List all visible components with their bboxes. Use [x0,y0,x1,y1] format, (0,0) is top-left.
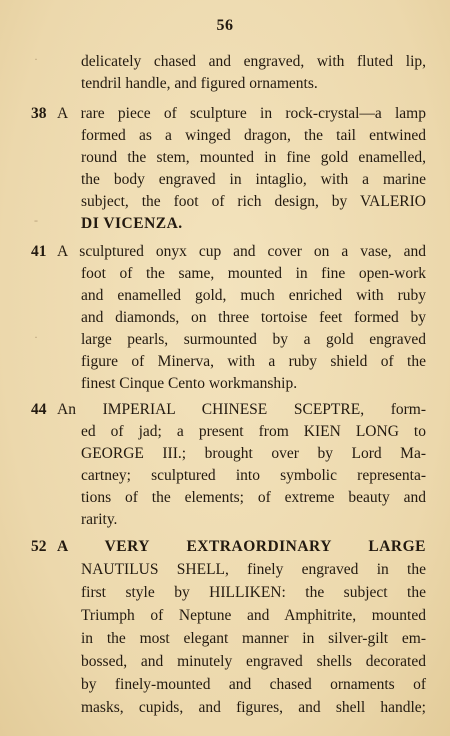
text-line: round the stem, mounted in fine gold enamelled, [81,149,426,166]
page-number: 56 [216,17,234,34]
text-line: tions of the elements; of extreme beauty and [81,489,426,506]
text-line: DI VICENZA. [81,215,183,232]
text-line: by finely-mounted and chased ornaments of [81,676,426,693]
margin-mark: · [34,52,38,66]
lot-number: 52 [31,538,47,555]
text-line: the body engraved in intaglio, with a marine [81,171,426,188]
text-line: A rare piece of sculpture in rock-crystal—a lamp [57,105,426,122]
text-line: large pearls, surmounted by a gold engraved [81,331,426,348]
text-line: cartney; sculptured into symbolic representa- [81,467,426,484]
text-line: subject, the foot of rich design, by VALERIO [81,193,426,210]
text-line: NAUTILUS SHELL, finely engraved in the [81,561,426,578]
text-line: A VERY EXTRAORDINARY LARGE [57,538,426,555]
text-line: An IMPERIAL CHINESE SCEPTRE, form- [57,401,426,418]
text-line: and diamonds, on three tortoise feet formed by [81,309,426,326]
text-line: bossed, and minutely engraved shells decorated [81,653,426,670]
lot-number: 44 [31,401,47,418]
lot-number: 38 [31,105,47,122]
text-line: first style by HILLIKEN: the subject the [81,584,426,601]
text-line: ed of jad; a present from KIEN LONG to [81,423,426,440]
text-line: foot of the same, mounted in fine open-work [81,265,426,282]
text-line: and enamelled gold, much enriched with ruby [81,287,426,304]
margin-mark: - [34,213,38,227]
lot-number: 41 [31,243,47,260]
text-line: GEORGE III.; brought over by Lord Ma- [81,445,426,462]
text-line: figure of Minerva, with a ruby shield of the [81,353,426,370]
text-line: Triumph of Neptune and Amphitrite, mounted [81,607,426,624]
text-line: rarity. [81,511,118,528]
text-line: tendril handle, and figured ornaments. [81,75,318,92]
text-line: in the most elegant manner in silver-gilt em- [81,630,426,647]
text-line: formed as a winged dragon, the tail entwined [81,127,426,144]
text-line: delicately chased and engraved, with fluted lip, [81,53,426,70]
text-line: finest Cinque Cento workmanship. [81,375,298,392]
margin-mark: · [34,330,38,344]
text-line: masks, cupids, and figures, and shell handle; [81,699,426,716]
text-line: A sculptured onyx cup and cover on a vase, and [57,243,426,260]
